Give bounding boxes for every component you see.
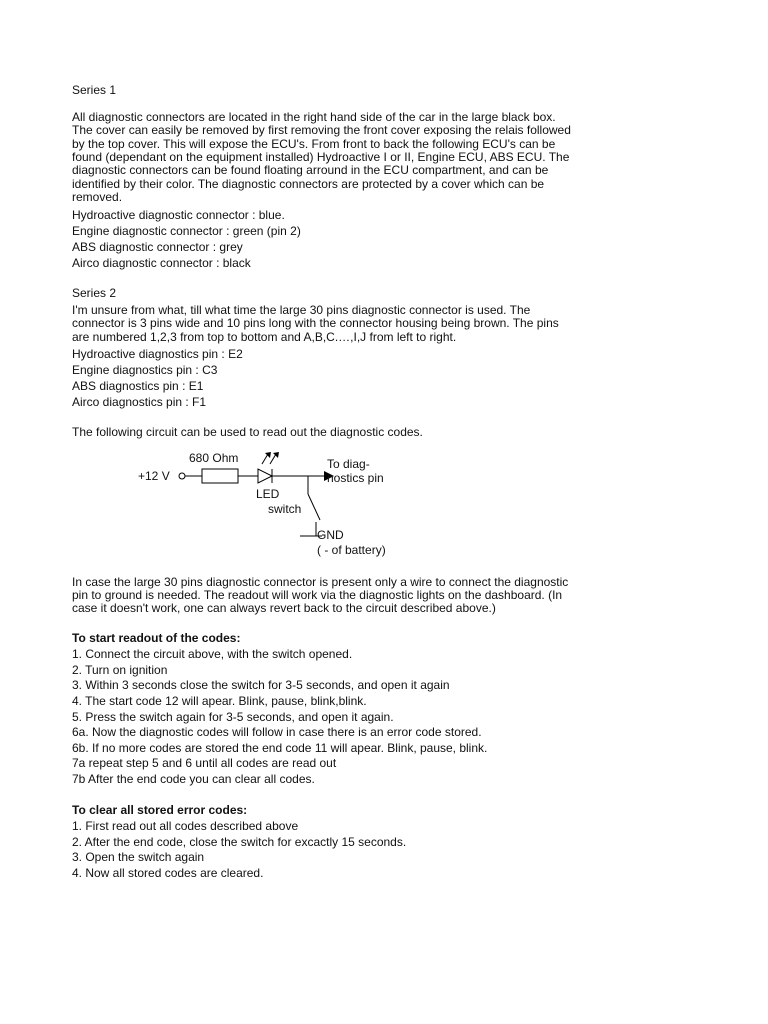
led-light-arrow xyxy=(270,454,276,464)
readout-heading: To start readout of the codes: xyxy=(72,630,241,645)
series2-pin-list xyxy=(72,346,692,410)
pin-item: Engine diagnostics pin : C3 xyxy=(72,363,218,378)
switch-label: switch xyxy=(268,501,302,516)
readout-step: 7b After the end code you can clear all codes. xyxy=(72,772,315,787)
readout-step: 6b. If no more codes are stored the end code 11 will apear. Blink, pause, blink. xyxy=(72,740,488,755)
paragraph-line: All diagnostic connectors are located in the right hand side of the car in the large black box. xyxy=(72,109,556,124)
series1-title: Series 1 xyxy=(72,83,117,97)
readout-step: 1. Connect the circuit above, with the switch opened. xyxy=(72,647,353,662)
gnd-note-label: ( - of battery) xyxy=(317,542,386,557)
readout-step: 4. The start code 12 will apear. Blink, pause, blink,blink. xyxy=(72,694,367,709)
diag-pin-label-1: To diag- xyxy=(327,456,370,471)
led-label: LED xyxy=(256,486,280,501)
readout-step: 2. Turn on ignition xyxy=(72,662,168,677)
clear-heading: To clear all stored error codes: xyxy=(72,802,248,817)
led-diode-symbol xyxy=(258,469,272,483)
connector-item: Airco diagnostic connector : black xyxy=(72,255,251,270)
paragraph-line: diagnostic connectors can be found floating arround in the ECU compartment, and can be xyxy=(72,163,549,178)
paragraph-line: removed. xyxy=(72,190,123,205)
readout-step: 5. Press the switch again for 3-5 seconds, and open it again. xyxy=(72,709,394,724)
clear-step: 3. Open the switch again xyxy=(72,850,205,865)
led-light-arrow xyxy=(262,454,268,464)
resistor-symbol xyxy=(202,469,238,483)
readout-step: 6a. Now the diagnostic codes will follow in case there is an error code stored. xyxy=(72,725,482,740)
paragraph-line: found (dependant on the equipment installed) Hydroactive I or II, Engine ECU, ABS ECU. The xyxy=(72,150,570,165)
paragraph-line: The cover can easily be removed by first removing the front cover exposing the relais followed xyxy=(72,123,571,138)
series1-connector-list xyxy=(72,207,692,271)
switch-symbol xyxy=(308,494,320,520)
readout-step: 7a repeat step 5 and 6 until all codes are read out xyxy=(72,756,337,771)
readout-steps xyxy=(72,647,692,787)
diag-pin-label-2: nostics pin xyxy=(327,470,384,485)
paragraph-line: case it doesn't work, one can always revert back to the circuit described above.) xyxy=(72,601,496,616)
paragraph-line: In case the large 30 pins diagnostic connector is present only a wire to connect the diagnostic xyxy=(72,574,569,589)
series2-paragraph xyxy=(72,304,692,344)
supply-label: +12 V xyxy=(138,468,170,483)
circuit-diagram xyxy=(72,450,692,574)
paragraph-line: by the top cover. This will expose the ECU's. From front to back the following ECU's can be xyxy=(72,136,556,151)
connector-item: Hydroactive diagnostic connector : blue. xyxy=(72,207,285,222)
clear-step: 4. Now all stored codes are cleared. xyxy=(72,865,264,880)
alt-paragraph xyxy=(72,576,692,616)
paragraph-line: are numbered 1,2,3 from top to bottom and A,B,C.…,I,J from left to right. xyxy=(72,329,457,344)
pin-item: ABS diagnostics pin : E1 xyxy=(72,379,204,394)
paragraph-line: identified by their color. The diagnostic connectors are protected by a cover which can be xyxy=(72,176,545,191)
paragraph-line: connector is 3 pins wide and 10 pins long with the connector housing being brown. The pins xyxy=(72,316,559,331)
clear-steps xyxy=(72,819,692,881)
series2-title: Series 2 xyxy=(72,285,117,300)
pin-item: Airco diagnostics pin : F1 xyxy=(72,395,207,410)
connector-item: Engine diagnostic connector : green (pin 2) xyxy=(72,223,301,238)
circuit-intro: The following circuit can be used to read out the diagnostic codes. xyxy=(72,425,423,440)
pin-item: Hydroactive diagnostics pin : E2 xyxy=(72,347,243,362)
resistor-label: 680 Ohm xyxy=(189,450,239,465)
paragraph-line: pin to ground is needed. The readout will work via the diagnostic lights on the dashboard. (In xyxy=(72,588,563,603)
document-page xyxy=(72,84,692,881)
series1-paragraph xyxy=(72,111,692,205)
connector-item: ABS diagnostic connector : grey xyxy=(72,239,243,254)
supply-terminal xyxy=(179,473,185,479)
clear-step: 2. After the end code, close the switch for excactly 15 seconds. xyxy=(72,834,407,849)
readout-step: 3. Within 3 seconds close the switch for 3-5 seconds, and open it again xyxy=(72,678,450,693)
gnd-label: GND xyxy=(317,527,344,542)
paragraph-line: I'm unsure from what, till what time the large 30 pins diagnostic connector is used. The xyxy=(72,303,531,318)
clear-step: 1. First read out all codes described above xyxy=(72,819,299,834)
